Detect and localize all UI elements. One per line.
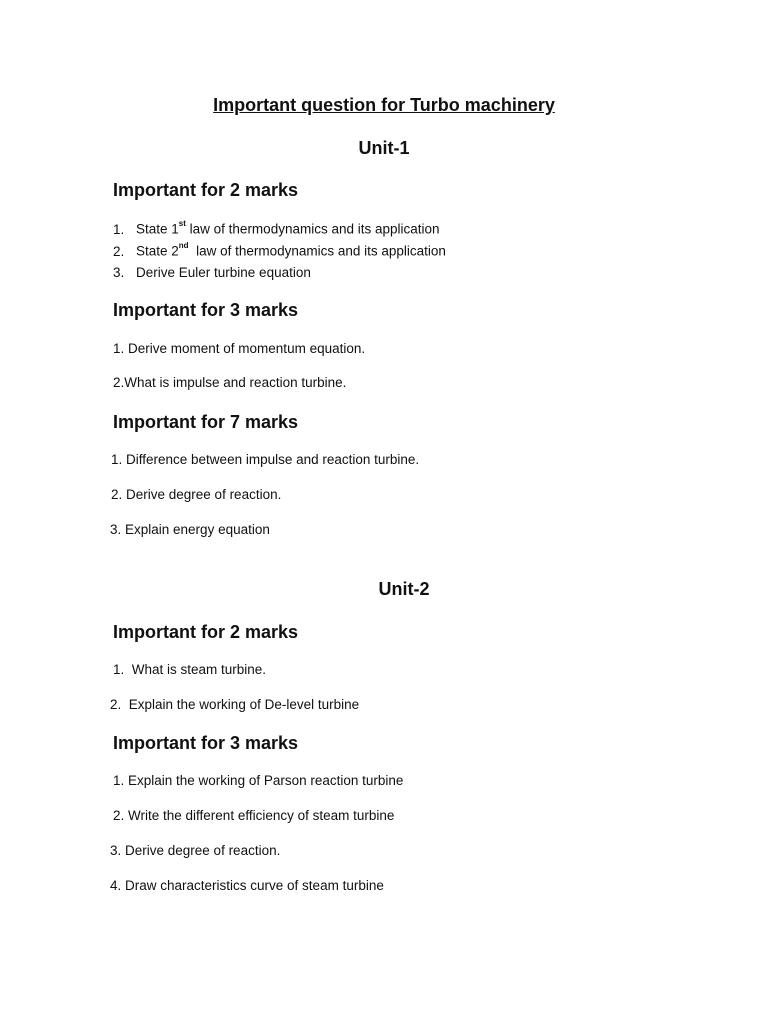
unit-2-heading: Unit-2 <box>378 579 430 599</box>
unit1-3marks-item-2: 2.What is impulse and reaction turbine. <box>113 375 347 390</box>
unit1-2marks-heading: Important for 2 marks <box>113 180 299 200</box>
unit2-2marks-heading: Important for 2 marks <box>113 622 299 642</box>
unit1-7marks-item-2: 2. Derive degree of reaction. <box>111 487 282 502</box>
item-text-pre: State 1 <box>136 221 179 237</box>
unit2-3marks-item-1: 1. Explain the working of Parson reaction turbine <box>113 773 404 788</box>
item-text-pre: State 2 <box>136 243 179 259</box>
item-number: 3. <box>113 265 125 280</box>
unit2-3marks-item-2: 2. Write the different efficiency of steam turbine <box>113 808 395 823</box>
unit2-3marks-heading: Important for 3 marks <box>113 733 299 753</box>
unit1-2marks-item-1 <box>113 221 440 237</box>
unit2-2marks-item-2: 2. Explain the working of De-level turbine <box>110 697 360 712</box>
item-text: Derive Euler turbine equation <box>136 265 311 280</box>
unit-1-heading: Unit-1 <box>358 138 410 158</box>
item-number: 1. <box>113 221 125 237</box>
item-text-post: law of thermodynamics and its application <box>185 221 440 237</box>
item-text-post: law of thermodynamics and its application <box>188 243 446 259</box>
unit2-2marks-item-1: 1. What is steam turbine. <box>113 662 267 677</box>
unit1-3marks-item-1: 1. Derive moment of momentum equation. <box>113 341 366 356</box>
ordinal-suffix: st <box>178 219 186 228</box>
unit1-7marks-heading: Important for 7 marks <box>113 412 299 432</box>
unit2-3marks-item-3: 3. Derive degree of reaction. <box>110 843 281 858</box>
ordinal-suffix: nd <box>178 241 189 250</box>
document-title: Important question for Turbo machinery <box>213 95 555 115</box>
unit2-3marks-item-4: 4. Draw characteristics curve of steam turbine <box>110 878 384 893</box>
item-number: 2. <box>113 243 125 259</box>
unit1-2marks-item-2 <box>113 243 446 259</box>
unit1-7marks-item-1: 1. Difference between impulse and reaction turbine. <box>111 452 420 467</box>
unit1-7marks-item-3: 3. Explain energy equation <box>110 522 270 537</box>
unit1-3marks-heading: Important for 3 marks <box>113 300 299 320</box>
unit1-2marks-item-3 <box>113 265 311 280</box>
